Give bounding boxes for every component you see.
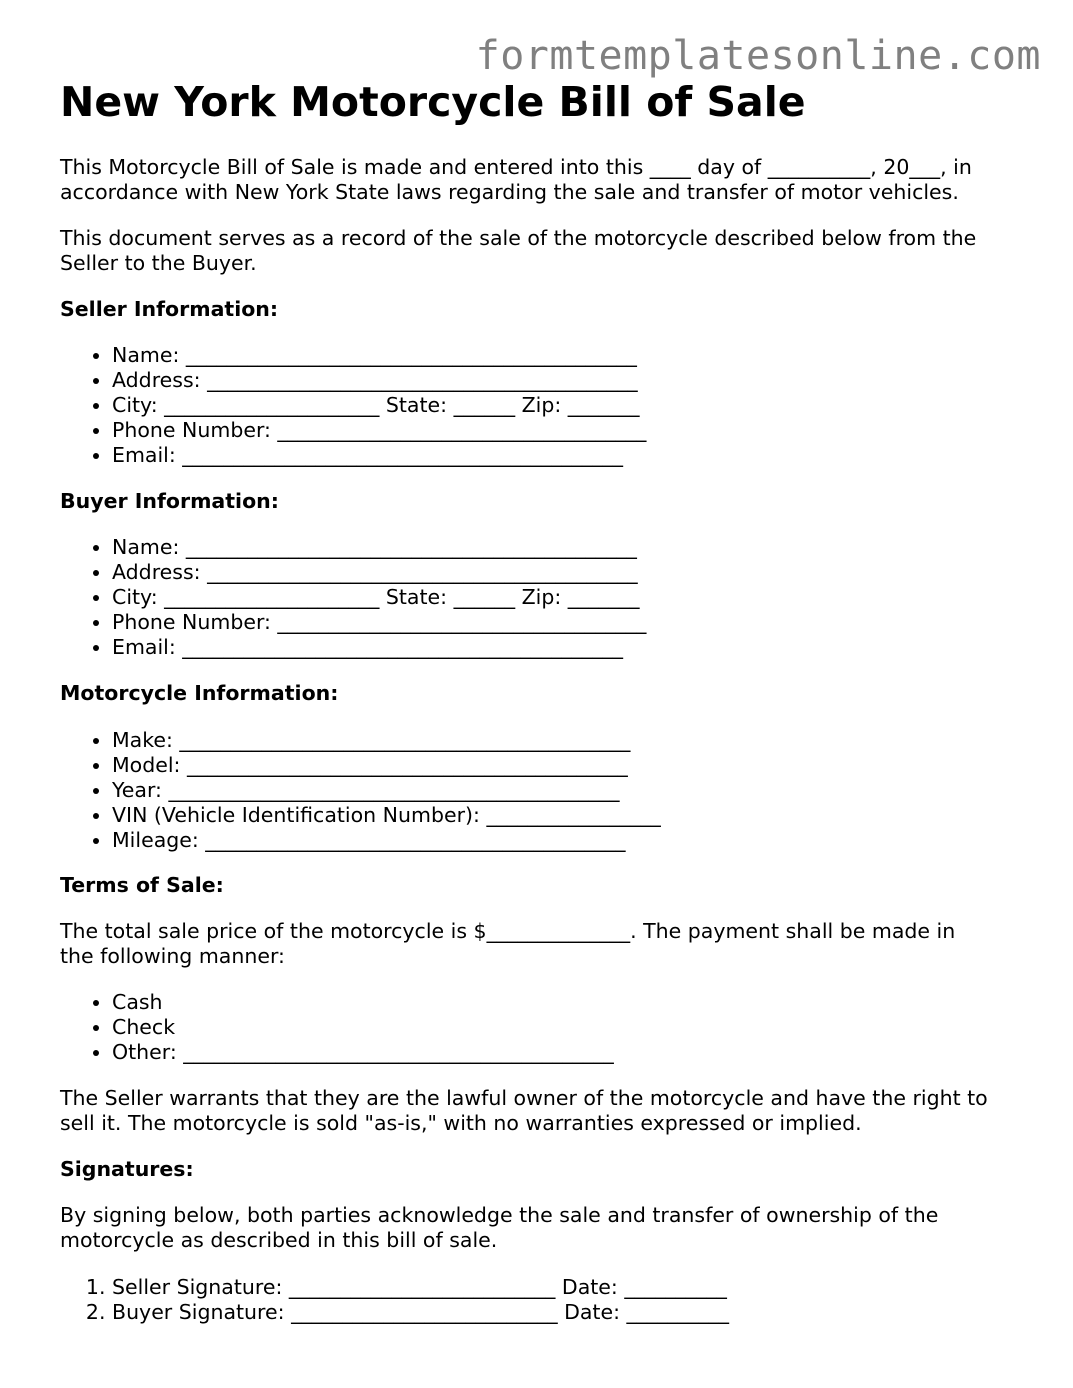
payment-option-check[interactable]: • Check [112, 1015, 614, 1040]
acknowledgement-paragraph [60, 1203, 1030, 1253]
signature-lines-list [60, 1275, 729, 1325]
purpose-line-1: This document serves as a record of the sale of the motorcycle described below from the [60, 226, 977, 250]
motorcycle-vin-field[interactable]: • VIN (Vehicle Identification Number): _________________ [112, 803, 661, 828]
buyer-heading: Buyer Information: [60, 489, 279, 513]
seller-phone-field[interactable]: • Phone Number: ____________________________________ [112, 418, 646, 443]
motorcycle-fields-list [60, 728, 661, 853]
sale-price-line-2: the following manner: [60, 944, 285, 968]
motorcycle-make-field[interactable]: • Make: ____________________________________________ [112, 728, 661, 753]
buyer-address-field[interactable]: • Address: __________________________________________ [112, 560, 646, 585]
buyer-email-field[interactable]: • Email: ___________________________________________ [112, 635, 646, 660]
purpose-line-2: Seller to the Buyer. [60, 251, 257, 275]
seller-city-state-zip-field[interactable]: • City: _____________________ State: ______ Zip: _______ [112, 393, 646, 418]
intro-paragraph [60, 155, 1030, 205]
buyer-signature-field[interactable]: 2. Buyer Signature: __________________________ Date: __________ [112, 1300, 729, 1325]
acknowledgement-line-2: motorcycle as described in this bill of sale. [60, 1228, 498, 1252]
buyer-phone-field[interactable]: • Phone Number: ____________________________________ [112, 610, 646, 635]
intro-line-1: This Motorcycle Bill of Sale is made and entered into this ____ day of __________, 20___, in [60, 155, 972, 179]
motorcycle-heading: Motorcycle Information: [60, 681, 339, 705]
signatures-heading: Signatures: [60, 1157, 194, 1181]
watermark: formtemplatesonline.com [475, 33, 1041, 79]
motorcycle-mileage-field[interactable]: • Mileage: _________________________________________ [112, 828, 661, 853]
seller-fields-list [60, 343, 646, 468]
seller-signature-field[interactable]: 1. Seller Signature: __________________________ Date: __________ [112, 1275, 729, 1300]
buyer-fields-list [60, 535, 646, 660]
seller-address-field[interactable]: • Address: __________________________________________ [112, 368, 646, 393]
acknowledgement-line-1: By signing below, both parties acknowledge the sale and transfer of ownership of the [60, 1203, 939, 1227]
intro-line-2: accordance with New York State laws regarding the sale and transfer of motor vehicles. [60, 180, 959, 204]
seller-name-field[interactable]: • Name: ____________________________________________ [112, 343, 646, 368]
warranty-paragraph [60, 1086, 1030, 1136]
motorcycle-model-field[interactable]: • Model: ___________________________________________ [112, 753, 661, 778]
document-title: New York Motorcycle Bill of Sale [60, 78, 806, 126]
seller-heading: Seller Information: [60, 297, 279, 321]
warranty-line-1: The Seller warrants that they are the lawful owner of the motorcycle and have the right to [60, 1086, 988, 1110]
payment-options-list [60, 990, 614, 1065]
payment-option-cash[interactable]: • Cash [112, 990, 614, 1015]
purpose-paragraph [60, 226, 1030, 276]
buyer-name-field[interactable]: • Name: ____________________________________________ [112, 535, 646, 560]
motorcycle-year-field[interactable]: • Year: ____________________________________________ [112, 778, 661, 803]
warranty-line-2: sell it. The motorcycle is sold "as-is," with no warranties expressed or implied. [60, 1111, 862, 1135]
buyer-city-state-zip-field[interactable]: • City: _____________________ State: ______ Zip: _______ [112, 585, 646, 610]
seller-email-field[interactable]: • Email: ___________________________________________ [112, 443, 646, 468]
sale-price-line-1: The total sale price of the motorcycle is $______________. The payment shall be made in [60, 919, 956, 943]
terms-heading: Terms of Sale: [60, 873, 224, 897]
sale-price-paragraph [60, 919, 1030, 969]
payment-option-other[interactable]: • Other: __________________________________________ [112, 1040, 614, 1065]
